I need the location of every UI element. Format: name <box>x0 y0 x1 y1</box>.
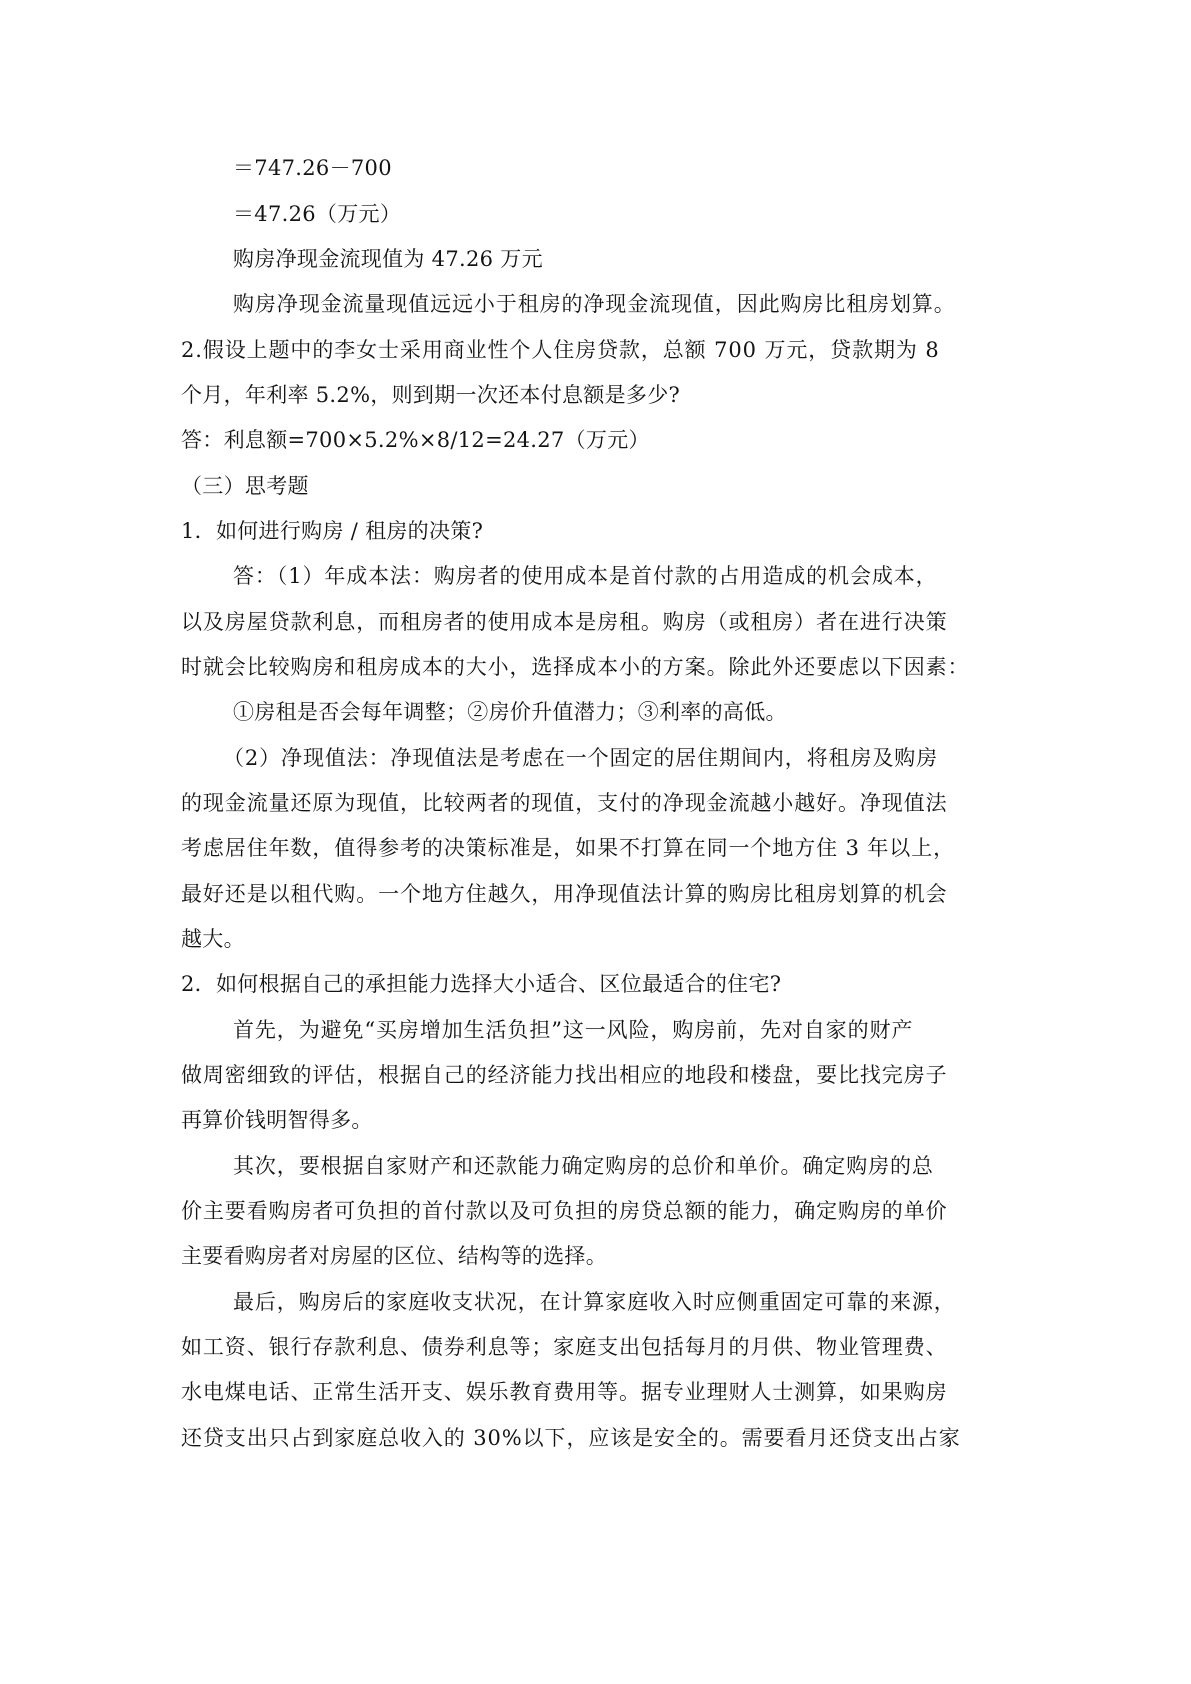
text-line: 考虑居住年数，值得参考的决策标准是，如果不打算在同一个地方住 3 年以上， <box>181 836 956 860</box>
text-line: 时就会比较购房和租房成本的大小，选择成本小的方案。除此外还要虑以下因素： <box>181 655 970 679</box>
text-line: 购房净现金流现值为 47.26 万元 <box>233 247 543 271</box>
text-line: （2）净现值法：净现值法是考虑在一个固定的居住期间内，将租房及购房 <box>223 746 939 770</box>
text-line: 做周密细致的评估，根据自己的经济能力找出相应的地段和楼盘，要比找完房子 <box>181 1063 948 1087</box>
section-heading: （三）思考题 <box>181 474 309 498</box>
text-line: 越大。 <box>181 927 245 951</box>
text-line: ＝747.26－700 <box>233 156 392 180</box>
text-line: ①房租是否会每年调整；②房价升值潜力；③利率的高低。 <box>233 700 787 724</box>
text-line: 个月，年利率 5.2%，则到期一次还本付息额是多少? <box>181 383 681 407</box>
text-line: 水电煤电话、正常生活开支、娱乐教育费用等。据专业理财人士测算，如果购房 <box>181 1380 948 1404</box>
text-line: 如工资、银行存款利息、债券利息等；家庭支出包括每月的月供、物业管理费、 <box>181 1335 948 1359</box>
text-line: 最好还是以租代购。一个地方住越久，用净现值法计算的购房比租房划算的机会 <box>181 882 948 906</box>
text-line: 的现金流量还原为现值，比较两者的现值，支付的净现金流越小越好。净现值法 <box>181 791 948 815</box>
question-heading: 2．如何根据自己的承担能力选择大小适合、区位最适合的住宅? <box>181 972 782 996</box>
text-line: 购房净现金流量现值远远小于租房的净现金流现值，因此购房比租房划算。 <box>233 292 956 316</box>
text-line: 首先，为避免“买房增加生活负担”这一风险，购房前，先对自家的财产 <box>233 1018 914 1042</box>
text-line: 主要看购房者对房屋的区位、结构等的选择。 <box>181 1244 607 1268</box>
text-line: 答：利息额=700×5.2%×8/12=24.27（万元） <box>181 428 650 452</box>
text-line: 再算价钱明智得多。 <box>181 1108 373 1132</box>
text-line: 最后，购房后的家庭收支状况，在计算家庭收入时应侧重固定可靠的来源， <box>233 1290 956 1314</box>
text-line: 答：（1）年成本法：购房者的使用成本是首付款的占用造成的机会成本， <box>233 564 938 588</box>
text-line: 还贷支出只占到家庭总收入的 30%以下，应该是安全的。需要看月还贷支出占家 <box>181 1426 961 1450</box>
text-line: 价主要看购房者可负担的首付款以及可负担的房贷总额的能力，确定购房的单价 <box>181 1199 948 1223</box>
text-line: 以及房屋贷款利息，而租房者的使用成本是房租。购房（或租房）者在进行决策 <box>181 610 948 634</box>
text-line: 2.假设上题中的李女士采用商业性个人住房贷款，总额 700 万元，贷款期为 8 <box>181 338 940 362</box>
text-line: ＝47.26（万元） <box>233 202 402 226</box>
text-line: 其次，要根据自家财产和还款能力确定购房的总价和单价。确定购房的总 <box>233 1154 934 1178</box>
question-heading: 1．如何进行购房 / 租房的决策? <box>181 519 484 543</box>
